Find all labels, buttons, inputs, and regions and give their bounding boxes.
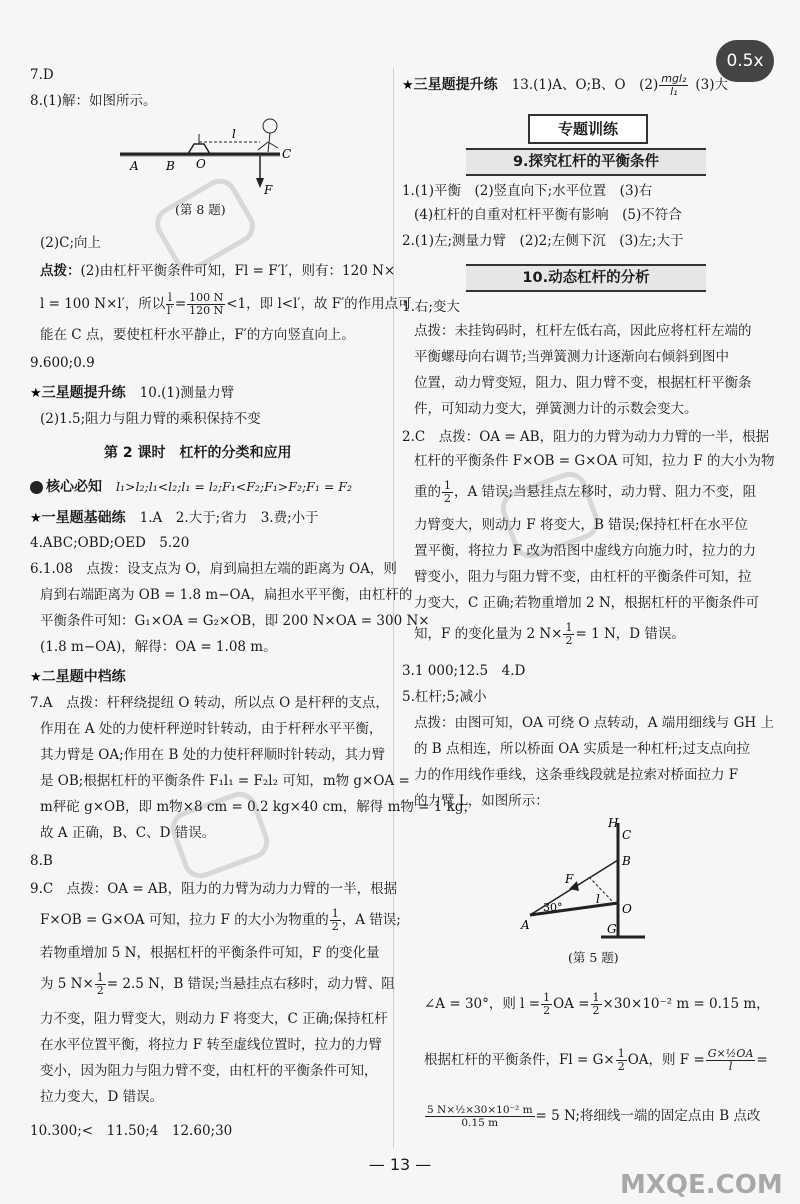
- topic-10-title: 10.动态杠杆的分析: [466, 264, 706, 292]
- text-line: 故 A 正确，B、C、D 错误。: [40, 825, 216, 841]
- text-line: 点拨：由图可知，OA 可绕 O 点转动，A 端用细线与 GH 上: [414, 715, 774, 731]
- text-line: 2.(1)左;测量力臂 (2)2;左侧下沉 (3)左;大于: [402, 233, 684, 249]
- text-line: 平衡螺母向右调节;当弹簧测力计逐渐向右倾斜到图中: [414, 349, 730, 365]
- section-two-star: ★二星题中档练: [30, 669, 126, 685]
- text-line: 1.右;变大: [402, 299, 460, 315]
- text-line: 杠杆的平衡条件 F×OB = G×OA 可知，拉力 F 的大小为物: [414, 453, 775, 469]
- text-line: 置平衡，将拉力 F 改为沿图中虚线方向施力时，拉力的力: [414, 543, 756, 559]
- text-line: 10.300;< 11.50;4 12.60;30: [30, 1123, 233, 1139]
- special-training-title: 专题训练: [528, 114, 648, 144]
- fraction-line: ∠A = 30°，则 l = $\frac{1}{2}$ OA = $\frac{1}{2}$ ×30×10⁻² m = 0.15 m，: [424, 991, 770, 1017]
- text-line: 7.A 点拨：杆秤绕提纽 O 转动，所以点 O 是杆秤的支点，: [30, 695, 389, 711]
- core-icon: [30, 481, 43, 494]
- fraction-line: 知，F 的变化量为 2 N× $\frac{1}{2}$ = 1 N，D 错误。: [414, 621, 685, 647]
- text-line: (1.8 m−OA)，解得：OA = 1.08 m。: [40, 639, 277, 655]
- text-line: 9.C 点拨：OA = AB，阻力的力臂为动力力臂的一半，根据: [30, 881, 398, 897]
- section-three-star: ★三星题提升练 10.(1)测量力臂: [30, 385, 235, 401]
- text-line: 作用在 A 处的力使杆秤逆时针转动，由于杆秤水平平衡，: [40, 721, 383, 737]
- answer-8-2: (2)C;向上: [40, 235, 102, 251]
- answer-8: 8.(1)解：如图所示。: [30, 93, 157, 109]
- label-l: l: [596, 892, 600, 906]
- text-line: 6.1.08 点拨：设支点为 O，肩到扁担左端的距离为 OA，则: [30, 561, 397, 577]
- topic-9-title: 9.探究杠杆的平衡条件: [466, 148, 706, 176]
- lesson-title: 第 2 课时 杠杆的分类和应用: [104, 445, 292, 461]
- text-line: 力变大，C 正确;若物重增加 2 N，根据杠杆的平衡条件可: [414, 595, 760, 611]
- label-H: H: [608, 816, 619, 830]
- text-line: 2.C 点拨：OA = AB，阻力的力臂为动力力臂的一半，根据: [402, 429, 770, 445]
- label-A: A: [521, 918, 530, 932]
- label-l: l: [232, 127, 236, 141]
- text-line: 平衡条件可知：G₁×OA = G₂×OB，即 200 N×OA = 300 N×: [40, 613, 430, 629]
- text-line: 其力臂是 OA;作用在 B 处的力使杆秤顺时针转动，其力臂: [40, 747, 386, 763]
- section-three-star-right: ★三星题提升练 13.(1)A、O;B、O (2) $\frac{\text{mgl₂}}{\text{l₁}}$ (3)大: [402, 71, 729, 98]
- text-line: 力臂变大，则动力 F 将变大，B 错误;保持杠杆在水平位: [414, 517, 748, 533]
- text-line: 是 OB;根据杠杆的平衡条件 F₁l₁ = F₂l₂ 可知，m物 g×OA =: [40, 773, 410, 789]
- angle-label: 30°: [543, 901, 563, 914]
- fraction-line: l = 100 N×l′，所以 $\frac{l}{l'}$ = $\frac{100 N}{120 N}$ <1，即 l<l′，故 F′的作用点可: [40, 291, 412, 317]
- speed-badge[interactable]: 0.5x: [716, 40, 774, 82]
- answer-9: 9.600;0.9: [30, 355, 95, 371]
- text-line: 在水平位置平衡，将拉力 F 转至虚线位置时，拉力的力臂: [40, 1037, 382, 1053]
- text-line: 4.ABC;OBD;OED 5.20: [30, 535, 190, 551]
- text-line: m秤砣 g×OB，即 m物×8 cm = 0.2 kg×40 cm，解得 m物 = 1 kg，: [40, 799, 477, 815]
- label-C: C: [282, 147, 292, 161]
- fraction-line: 根据杠杆的平衡条件，Fl = G× $\frac{1}{2}$ OA，则 F = $\frac{\text{G×½OA}}{l}$ =: [424, 1047, 768, 1073]
- watermark-text: MXQE.COM: [620, 1170, 783, 1200]
- text-line: 拉力变大，D 错误。: [40, 1089, 164, 1105]
- text-line: 力不变，阻力臂变大，则动力 F 将变大，C 正确;保持杠杆: [40, 1011, 388, 1027]
- page-number: — 13 —: [368, 1155, 432, 1174]
- text-line: 变小，因为阻力与阻力臂不变，由杠杆的平衡条件可知，: [40, 1063, 378, 1079]
- section-one-star: ★一星题基础练 1.A 2.大于;省力 3.费;小于: [30, 510, 319, 526]
- text-line: 点拨：未挂钩码时，杠杆左低右高，因此应将杠杆左端的: [414, 323, 752, 339]
- text-line: 3.1 000;12.5 4.D: [402, 663, 526, 679]
- fraction-line: $\frac{\text{5 N×½×30×10⁻² m}}{0.15 m}$ = 5 N;将细线一端的固定点由 B 点改: [427, 1104, 761, 1129]
- text-line: 位置，动力臂变短，阻力、阻力臂不变，根据杠杆平衡条: [414, 375, 752, 391]
- label-O: O: [196, 157, 206, 171]
- bridge-figure-5: [515, 815, 665, 945]
- text-line: 8.B: [30, 853, 53, 869]
- text-line: (4)杠杆的自重对杠杆平衡有影响 (5)不符合: [414, 207, 682, 223]
- star-icon: ★: [30, 670, 42, 685]
- answer-7: 7.D: [30, 67, 54, 83]
- text-line: 力的作用线作垂线，这条垂线段就是拉索对桥面拉力 F: [414, 767, 739, 783]
- label-F: F: [264, 183, 273, 197]
- star-icon: ★: [30, 386, 42, 401]
- text-line: (2)1.5;阻力与阻力臂的乘积保持不变: [40, 411, 261, 427]
- text-line: 件，可知动力变大，弹簧测力计的示数会变大。: [414, 401, 698, 417]
- star-icon: ★: [30, 511, 42, 526]
- figure-8-caption: (第 8 题): [175, 202, 226, 217]
- label-O: O: [622, 902, 632, 916]
- label-B: B: [166, 159, 175, 173]
- tip-line: 点拨：(2)由杠杆平衡条件可知，Fl = F′l′，则有：120 N×: [40, 263, 396, 279]
- text-line: 1.(1)平衡 (2)竖直向下;水平位置 (3)右: [402, 183, 653, 199]
- text-line: 臂变小，阻力与阻力臂不变，由杠杆的平衡条件可知，拉: [414, 569, 752, 585]
- label-F: F: [565, 872, 574, 886]
- text-line: 的力臂 L，如图所示：: [414, 793, 549, 809]
- label-C: C: [622, 828, 632, 842]
- section-core: 核心必知 l₁>l₂;l₁<l₂;l₁ = l₂;F₁<F₂;F₁>F₂;F₁ = F₂: [30, 476, 352, 496]
- label-B: B: [622, 854, 631, 868]
- text-line: 肩到右端距离为 OB = 1.8 m−OA，扁担水平平衡，由杠杆的: [40, 587, 413, 603]
- label-A: A: [130, 159, 139, 173]
- text-line: 能在 C 点，要使杠杆水平静止，F′的方向竖直向上。: [40, 327, 355, 343]
- text-line: 的 B 点相连，所以桥面 OA 实质是一种杠杆;过支点向拉: [414, 741, 750, 757]
- star-icon: ★: [402, 78, 414, 93]
- text-line: 5.杠杆;5;减小: [402, 689, 487, 705]
- label-G: G: [607, 922, 617, 936]
- fraction-line: 为 5 N× $\frac{1}{2}$ = 2.5 N，B 错误;当悬挂点右移时，动力臂、阻: [40, 971, 395, 997]
- fraction-line: F×OB = G×OA 可知，拉力 F 的大小为物重的 $\frac{1}{2}$ ，A 错误;: [40, 907, 401, 933]
- fraction-line: 重的 $\frac{1}{2}$ ，A 错误;当悬挂点左移时，动力臂、阻力不变，阻: [414, 479, 757, 505]
- figure-5-caption: (第 5 题): [568, 950, 619, 965]
- text-line: 若物重增加 5 N，根据杠杆的平衡条件可知，F 的变化量: [40, 945, 380, 961]
